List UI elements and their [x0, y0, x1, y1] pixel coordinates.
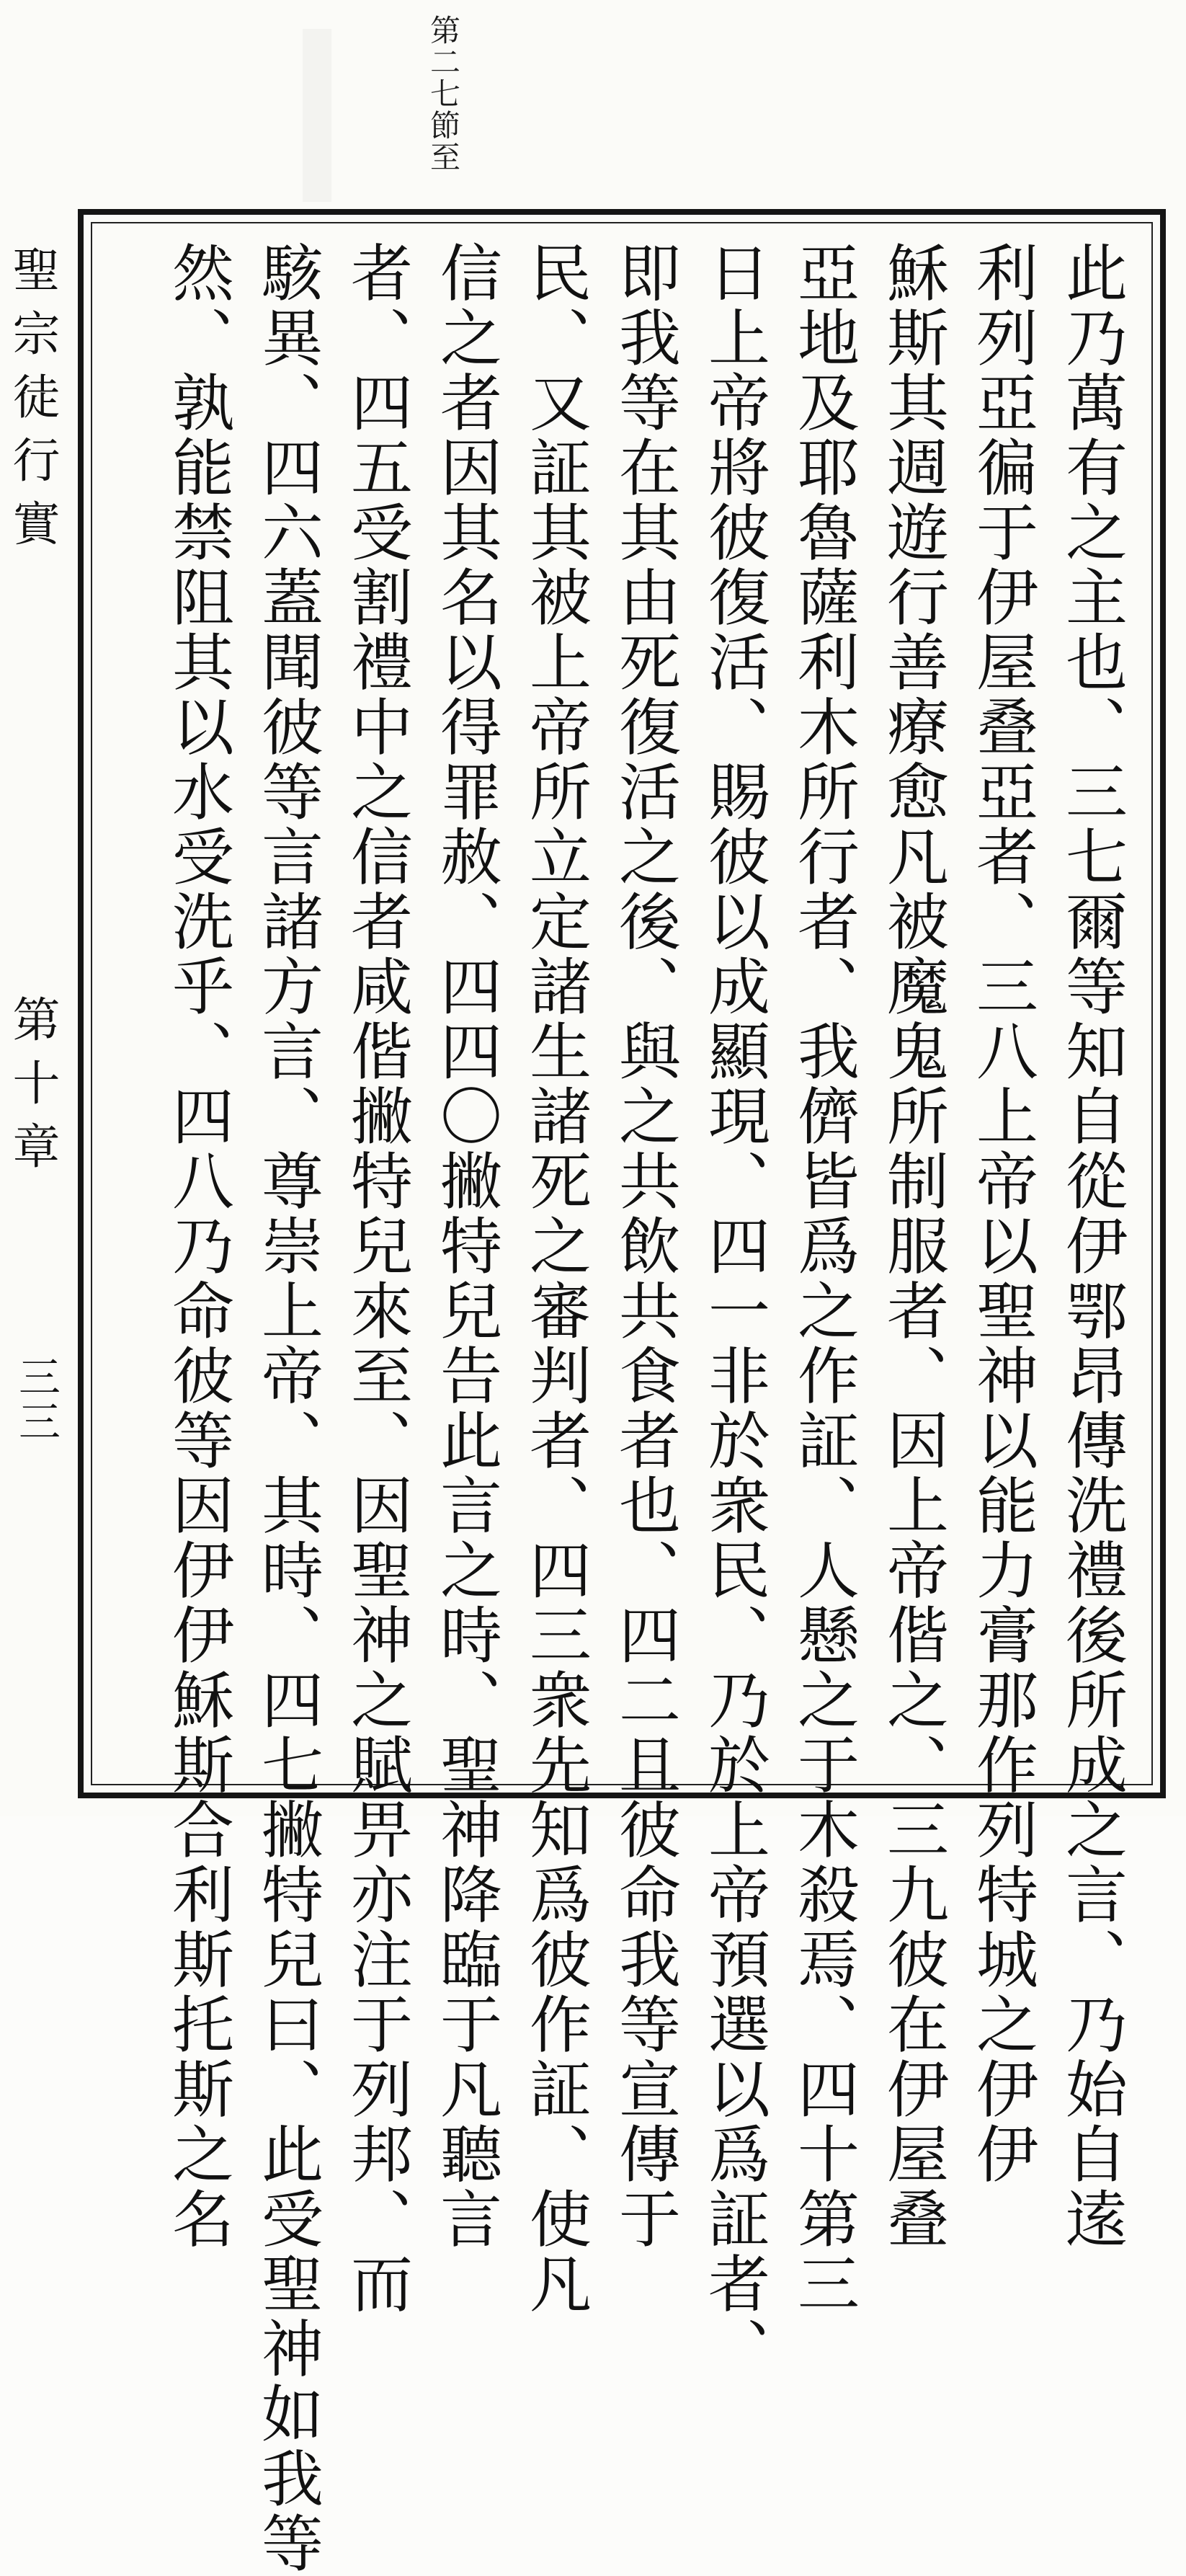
text-column: 駭異、四六蓋聞彼等言諸方言、尊崇上帝、其時、四七撇特兒曰、此受聖神如我等 [251, 241, 323, 2576]
text-frame [78, 209, 1166, 2576]
verse-range-marker: 第二七節至 [426, 14, 461, 173]
page-number: 三三 [12, 1355, 61, 1444]
text-column: 即我等在其由死復活之後、與之共飲共食者也、四二且彼命我等宣傳于 [608, 241, 680, 2252]
book-title: 聖宗徒行實 [4, 245, 60, 562]
text-column: 然、孰能禁阻其以水受洗乎、四八乃命彼等因伊伊穌斯合利斯托斯之名 [161, 241, 233, 2252]
text-column: 信之者因其名以得罪赦、四四〇撇特兒告此言之時、聖神降臨于凡聽言 [429, 241, 501, 2252]
text-column: 日上帝將彼復活、賜彼以成顯現、四一非於衆民、乃於上帝預選以爲証者、 [697, 241, 770, 2381]
text-column: 者、四五受割禮中之信者咸偕撇特兒來至、因聖神之賦畀亦注于列邦、而 [340, 241, 412, 2317]
text-column: 民、又証其被上帝所立定諸生諸死之審判者、四三衆先知爲彼作証、使凡 [519, 241, 591, 2317]
text-column: 利列亞徧于伊屋叠亞者、三八上帝以聖神以能力膏那作列特城之伊伊 [966, 241, 1038, 2187]
body-text [153, 241, 1136, 2576]
text-column: 此乃萬有之主也、三七爾等知自從伊鄂昂傳洗禮後所成之言、乃始自逺 [1055, 241, 1127, 2252]
text-column: 亞地及耶魯薩利木所行者、我儕皆爲之作証、人懸之于木殺焉、四十第三 [787, 241, 859, 2317]
chapter-label: 第十章 [4, 995, 60, 1185]
bleed-through-mark [303, 29, 331, 202]
text-column: 穌斯其週遊行善療愈凡被魔鬼所制服者、因上帝偕之、三九彼在伊屋叠 [876, 241, 948, 2252]
